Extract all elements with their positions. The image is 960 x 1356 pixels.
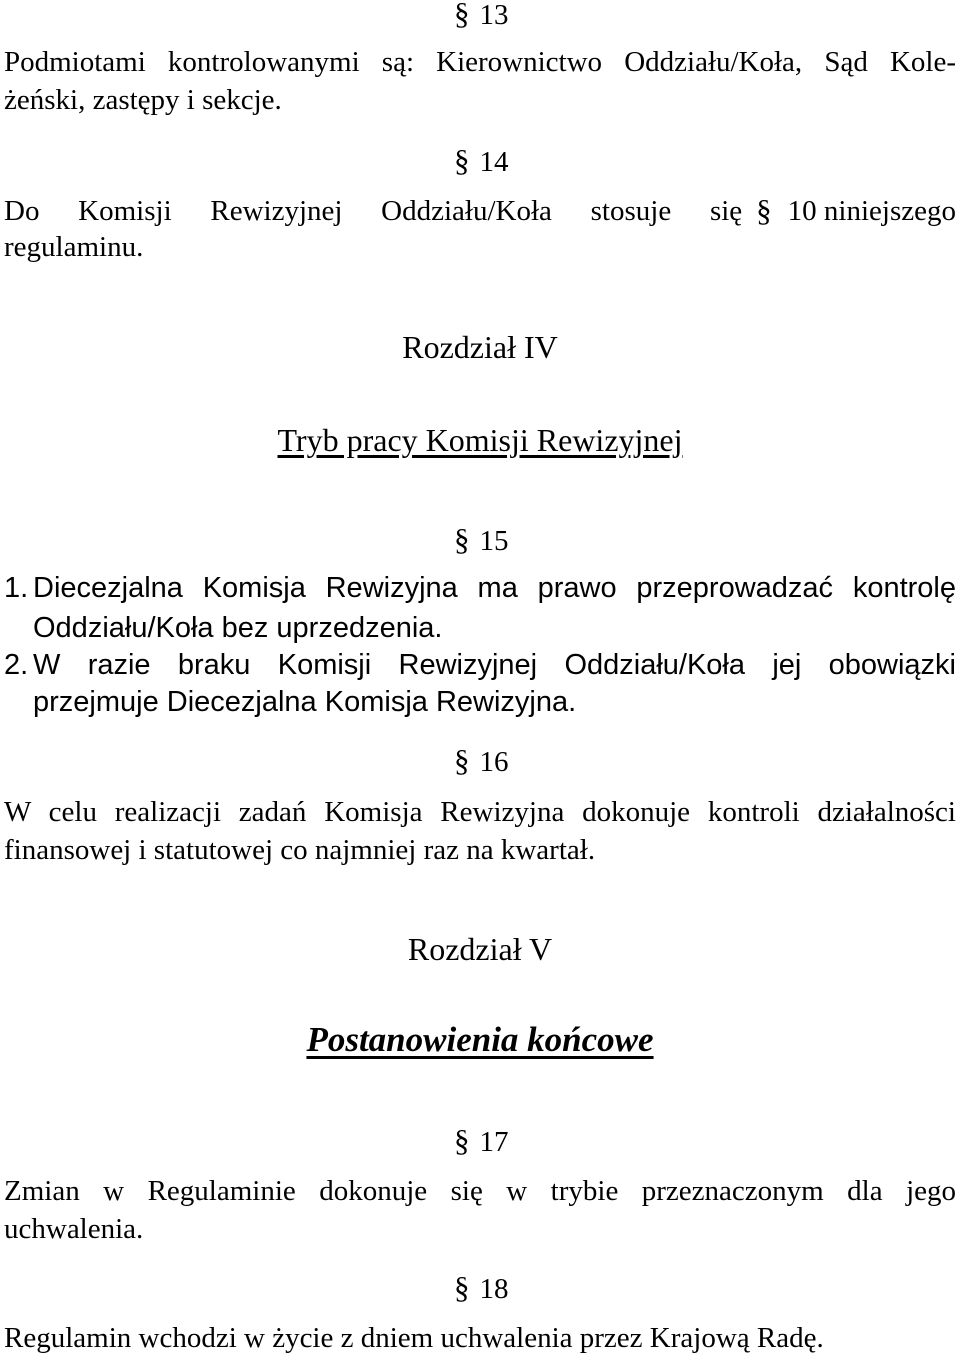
section-symbol: § [454, 522, 470, 557]
list-item-line-2: Oddziału/Koła bez uprzedzenia. [33, 612, 443, 644]
paragraph-13-line-1: Podmiotami kontrolowanymi są: Kierownictwo Oddziału/Koła, Sąd Kole- [4, 46, 956, 78]
section-symbol: § [454, 1270, 470, 1305]
chapter-title-4: Rozdział IV [402, 329, 558, 365]
list-item-number: 2. [4, 649, 29, 681]
section-number: 13 [479, 0, 509, 31]
list-item-line-1: Diecezjalna Komisja Rewizyjna ma prawo przeprowadzać kontrolę [33, 572, 956, 604]
section-heading-16 [454, 743, 509, 780]
section-heading-14 [454, 143, 509, 180]
list-item-number: 1. [4, 572, 29, 604]
chapter-subtitle-5: Postanowienia końcowe [306, 1020, 654, 1059]
list-item-line-2: przejmuje Diecezjalna Komisja Rewizyjna. [33, 686, 577, 718]
section-symbol: § [454, 143, 470, 178]
chapter-subtitle-4: Tryb pracy Komisji Rewizyjnej [277, 422, 683, 458]
section-number: 18 [479, 1273, 509, 1305]
section-symbol: § [756, 193, 772, 228]
section-heading-17 [454, 1123, 509, 1160]
paragraph-14-line-2: regulaminu. [4, 231, 144, 263]
paragraph-17-line-1: Zmian w Regulaminie dokonuje się w trybie przeznaczonym dla jego [4, 1175, 956, 1207]
paragraph-17-line-2: uchwalenia. [4, 1213, 144, 1245]
section-number: 15 [479, 525, 509, 557]
section-number: 17 [479, 1126, 509, 1158]
section-heading-13 [454, 0, 509, 33]
paragraph-18-line-1: Regulamin wchodzi w życie z dniem uchwalenia przez Krajową Radę. [4, 1322, 824, 1354]
section-symbol: § [454, 1123, 470, 1158]
paragraph-16-line-2: finansowej i statutowej co najmniej raz na kwartał. [4, 834, 596, 866]
paragraph-14-text: Do Komisji Rewizyjnej Oddziału/Koła stosuje się [4, 195, 743, 227]
section-symbol: § [454, 743, 470, 778]
paragraph-16-line-1: W celu realizacji zadań Komisja Rewizyjna dokonuje kontroli działalności [4, 796, 956, 828]
list-item-line-1: W razie braku Komisji Rewizyjnej Oddziału/Koła jej obowiązki [33, 649, 956, 681]
section-heading-18 [454, 1270, 509, 1307]
chapter-title-5: Rozdział V [407, 931, 553, 967]
section-heading-15 [454, 522, 509, 559]
section-symbol: § [454, 0, 470, 31]
section-number: 16 [479, 746, 509, 778]
paragraph-13-line-2: żeński, zastępy i sekcje. [4, 84, 282, 116]
paragraph-14-reference: 10 niniejszego [787, 195, 956, 227]
section-number: 14 [479, 146, 509, 178]
paragraph-14-line-1 [4, 193, 956, 229]
